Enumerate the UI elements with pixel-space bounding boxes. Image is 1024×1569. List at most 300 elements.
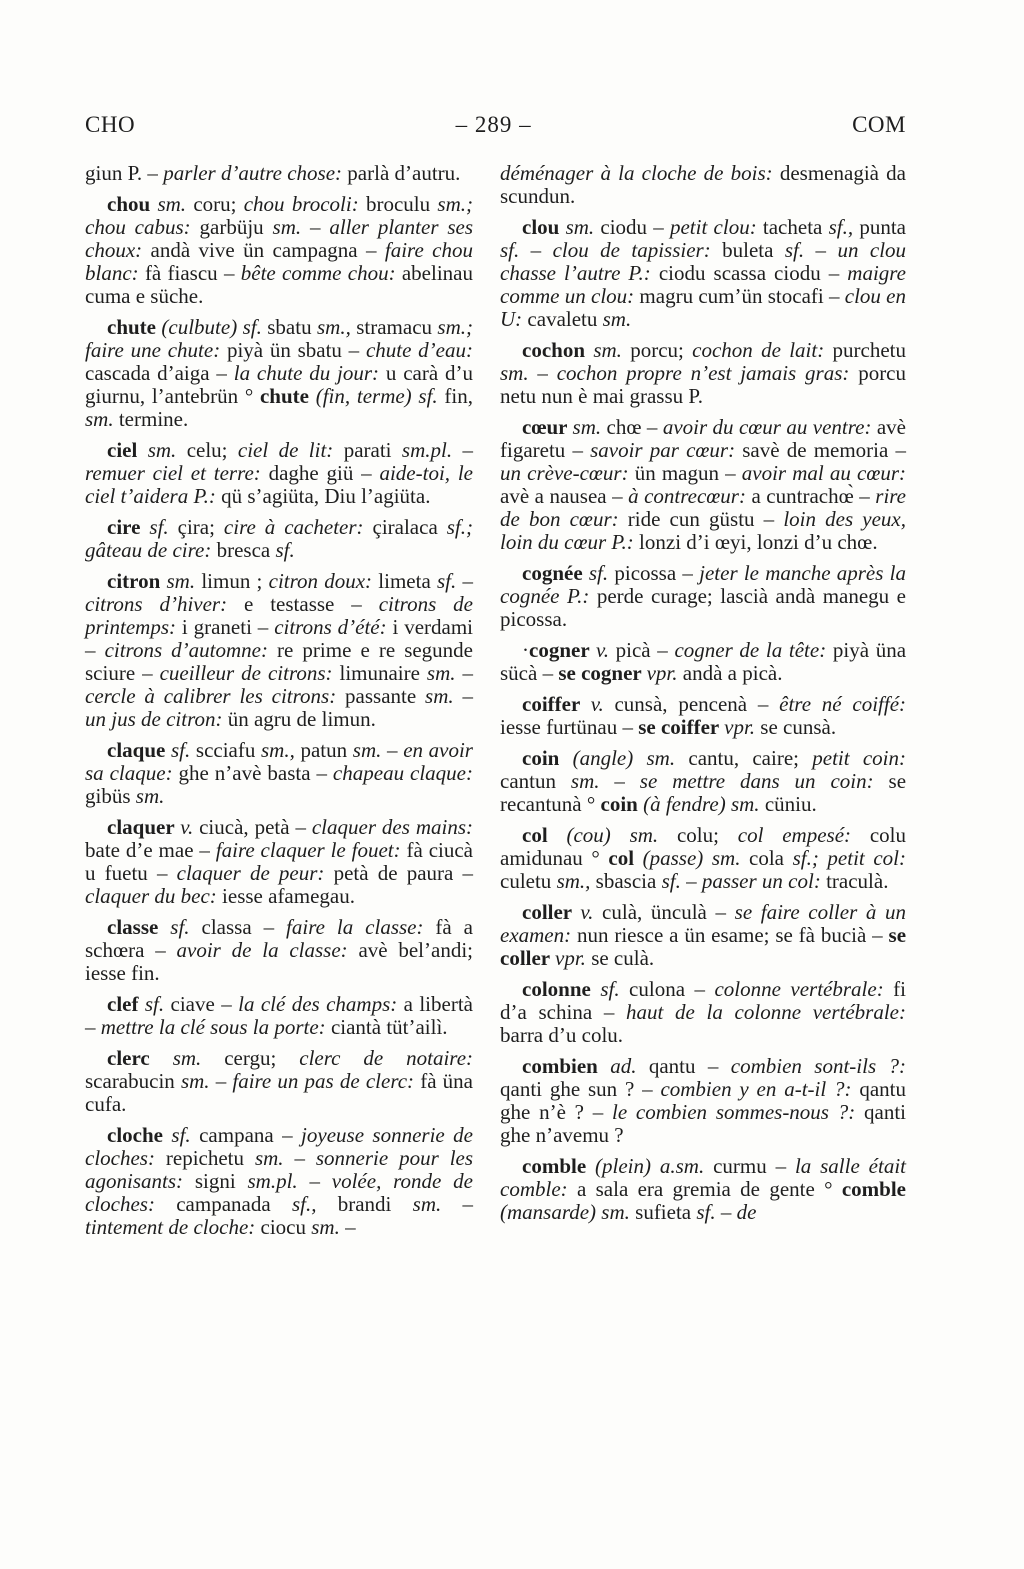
dictionary-column (500, 162, 906, 1224)
translation: magru cum’ün stocafi – (639, 284, 845, 308)
headword: comble (522, 1154, 596, 1178)
translation: – (462, 569, 473, 593)
translation: coru; (193, 192, 244, 216)
translation: ghe n’avè basta – (178, 761, 333, 785)
translation: fi d’a schina – (500, 977, 906, 1024)
translation: nun riesce a ün esame; se fà bucià – (576, 923, 889, 947)
translation: avè bel’andi; iesse fin. (85, 938, 473, 985)
translation: cergu; (224, 1046, 300, 1070)
phrase-italic: savoir par cœur: (590, 438, 743, 462)
dictionary-entry (85, 570, 473, 731)
phrase-italic: de (736, 1200, 757, 1224)
phrase-italic: sf. (588, 561, 615, 585)
phrase-italic: sf., (828, 215, 860, 239)
dictionary-entry (500, 747, 906, 816)
phrase-italic: chute d’eau: (365, 338, 473, 362)
translation: cola (749, 846, 793, 870)
phrase-italic: chapeau claque: (332, 761, 473, 785)
phrase-italic: sf. (170, 915, 202, 939)
translation: daghe giü – (268, 461, 380, 485)
phrase-italic: v. (580, 900, 603, 924)
translation: – (345, 1215, 356, 1239)
phrase-italic: sf. (696, 1200, 721, 1224)
phrase-italic: sm. (572, 415, 607, 439)
translation: sbatu (267, 315, 317, 339)
translation: purchetu (832, 338, 906, 362)
page-header (85, 112, 906, 138)
dictionary-entry (85, 1124, 473, 1239)
phrase-italic: en avoir sa claque: (85, 738, 473, 785)
phrase-italic: haut de la colonne vertébrale: (626, 1000, 906, 1024)
phrase-italic: la clé des champs: (238, 992, 404, 1016)
translation: fà fiascu – (144, 261, 241, 285)
phrase-italic: sm. (602, 307, 632, 331)
dictionary-entry (500, 562, 906, 631)
translation: perde curage; lascià andà manegu e picossa. (500, 584, 906, 631)
headword: cochon (522, 338, 594, 362)
translation: fà ciucà u fuetu – (85, 838, 473, 885)
phrase-italic: claquer des mains: (311, 815, 473, 839)
phrase-italic: citrons d’été: (274, 615, 393, 639)
phrase-italic: (angle) sm. (572, 746, 689, 770)
dictionary-entry (85, 739, 473, 808)
phrase-italic: avoir de la classe: (176, 938, 359, 962)
phrase-italic: jeter le manche après la cognée P.: (500, 561, 906, 608)
translation: – (294, 1146, 316, 1170)
phrase-italic: rire de bon cœur: (500, 484, 906, 531)
phrase-italic: vpr. (646, 661, 683, 685)
phrase-italic: sm. (254, 1146, 295, 1170)
phrase-italic: chou brocoli: (243, 192, 366, 216)
phrase-italic: faire claquer le fouet: (215, 838, 407, 862)
phrase-italic: claquer du bec: (85, 884, 223, 908)
translation: lonzi d’i œyi, lonzi d’u chœ. (639, 530, 878, 554)
phrase-italic: (culbute) sf. (161, 315, 268, 339)
translation: sbascia (595, 869, 662, 893)
dictionary-entry (85, 993, 473, 1039)
phrase-italic: à contrecœur: (628, 484, 752, 508)
phrase-italic: sm. (147, 438, 187, 462)
phrase-italic: sf. (170, 738, 196, 762)
translation: avè a nausea – (500, 484, 629, 508)
header-guideword-right: COM (852, 112, 906, 137)
phrase-italic: avoir mal au cœur: (741, 461, 907, 485)
translation: iesse furtünau – (500, 715, 639, 739)
headword: classe (107, 915, 171, 939)
translation: traculà. (826, 869, 889, 893)
headword: comble (841, 1177, 906, 1201)
translation: cascada d’aiga – (85, 361, 234, 385)
phrase-italic: sm. (272, 215, 310, 239)
translation: cavaletu (527, 307, 603, 331)
phrase-italic: la salle était comble: (500, 1154, 906, 1201)
phrase-italic: (plein) a.sm. (595, 1154, 714, 1178)
translation: se recantunà ° (500, 769, 907, 816)
phrase-italic: passer un col: (701, 869, 827, 893)
translation: u carà d’u giurnu, l’antebrün ° (85, 361, 474, 408)
phrase-italic: avoir du cœur au ventre: (662, 415, 877, 439)
phrase-italic: cochon propre n’est jamais gras: (556, 361, 859, 385)
phrase-italic: être né coiffé: (779, 692, 907, 716)
translation: a sala era gremia de gente ° (576, 1177, 842, 1201)
headword: se coller (500, 923, 907, 970)
translation: piyà üna sücà – (500, 638, 907, 685)
translation: qantu ghe n’è ? – (500, 1077, 906, 1124)
translation: ciodu scassa ciodu – (658, 261, 848, 285)
phrase-italic: v. (180, 815, 200, 839)
dictionary-entry (500, 162, 906, 208)
phrase-italic: clerc de notaire: (299, 1046, 474, 1070)
dictionary-entry (85, 916, 473, 985)
phrase-italic: sm. (85, 407, 119, 431)
dictionary-entry (500, 693, 906, 739)
headword: cloche (107, 1123, 172, 1147)
phrase-italic: (mansarde) sm. (500, 1200, 636, 1224)
phrase-italic: joyeuse sonnerie de cloches: (85, 1123, 473, 1170)
translation: – (462, 684, 473, 708)
translation: scciafu (195, 738, 261, 762)
headword: se cogner (558, 661, 647, 685)
translation: passante (345, 684, 426, 708)
phrase-italic: sm.; faire une chute: (85, 315, 474, 362)
headword: clerc (107, 1046, 173, 1070)
translation: ün magun – (634, 461, 742, 485)
translation: çiralaca (372, 515, 447, 539)
dictionary-entry (85, 439, 473, 508)
translation: i verdami – (85, 615, 474, 662)
phrase-italic: sm. (311, 1215, 346, 1239)
dictionary-entry (85, 516, 473, 562)
phrase-italic: sf. (144, 992, 171, 1016)
translation: – (686, 869, 702, 893)
phrase-italic: cire à cacheter: (223, 515, 373, 539)
translation: qü s’agiüta, Diu l’agiüta. (221, 484, 431, 508)
phrase-italic: sm. (157, 192, 194, 216)
translation: culona – (629, 977, 715, 1001)
translation: andà vive ün campagna – (150, 238, 385, 262)
headword: chou (107, 192, 158, 216)
phrase-italic: sf. (275, 538, 295, 562)
phrase-italic: combien y en a-t-il ?: (660, 1077, 860, 1101)
translation: – (614, 769, 640, 793)
translation: re prime e re segunde sciure – (85, 638, 474, 685)
translation: garbüju (199, 215, 273, 239)
translation: i graneti – (181, 615, 275, 639)
translation: parlà d’autru. (347, 161, 461, 185)
dictionary-entry (85, 816, 473, 908)
phrase-italic: (cou) sm. (566, 823, 677, 847)
dictionary-entry (500, 978, 906, 1047)
phrase-italic: se mettre dans un coin: (639, 769, 889, 793)
translation: – (309, 215, 330, 239)
headword: chute (259, 384, 316, 408)
phrase-italic: (à fendre) sm. (643, 792, 765, 816)
phrase-italic: un jus de citron: (85, 707, 228, 731)
phrase-italic: petit coin: (812, 746, 907, 770)
translation: – (462, 438, 473, 462)
phrase-italic: aller planter ses choux: (85, 215, 473, 262)
phrase-italic: sf.; gâteau de cire: (85, 515, 473, 562)
translation: fà üna cufa. (85, 1069, 473, 1116)
translation: – (215, 1069, 233, 1093)
headword: se coiffer (638, 715, 725, 739)
phrase-italic: faire chou blanc: (85, 238, 473, 285)
translation: bate d’e mae – (85, 838, 216, 862)
phrase-italic: bête comme chou: (240, 261, 402, 285)
translation: – (530, 238, 553, 262)
phrase-italic: cueilleur de citrons: (159, 661, 340, 685)
translation: bresca (216, 538, 276, 562)
translation: colu; (676, 823, 738, 847)
phrase-italic: sm. (412, 1192, 463, 1216)
translation: abelinau cuma e süche. (85, 261, 473, 308)
translation: – (387, 738, 404, 762)
phrase-italic: remuer ciel et terre: (85, 461, 269, 485)
translation: cüniu. (764, 792, 817, 816)
phrase-italic: déménager à la cloche de bois: (500, 161, 780, 185)
dictionary-entry (85, 316, 473, 431)
phrase-italic: tintement de cloche: (85, 1215, 261, 1239)
translation: – (462, 661, 473, 685)
headword: coin (600, 792, 644, 816)
phrase-italic: colonne vertébrale: (714, 977, 894, 1001)
phrase-italic: cogner de la tête: (674, 638, 833, 662)
translation: campana – (199, 1123, 302, 1147)
translation: – (537, 361, 557, 385)
translation: scarabucin (85, 1069, 181, 1093)
translation: picossa – (614, 561, 700, 585)
translation: se culà. (591, 946, 655, 970)
phrase-italic: (passe) sm. (642, 846, 750, 870)
translation: desmenagià da scundun. (500, 161, 906, 208)
phrase-italic: sm., (261, 738, 301, 762)
translation: andà a picà. (682, 661, 783, 685)
translation: patun (300, 738, 353, 762)
translation: qanti ghe n’avemu ? (500, 1100, 906, 1147)
headword: claquer (107, 815, 181, 839)
translation: classa – (201, 915, 287, 939)
phrase-italic: (fin, terme) sf. (315, 384, 445, 408)
headword: citron (107, 569, 167, 593)
translation: çira; (177, 515, 224, 539)
phrase-italic: sm. (166, 569, 202, 593)
headword: col (522, 823, 567, 847)
phrase-italic: sm.pl. (401, 438, 463, 462)
phrase-italic: aide-toi, le ciel t’aidera P.: (85, 461, 473, 508)
phrase-italic: se faire coller à un examen: (500, 900, 907, 947)
translation: piyà ün sbatu – (226, 338, 366, 362)
translation: – (462, 1192, 473, 1216)
translation: fà a schœra – (85, 915, 474, 962)
translation: cantun (500, 769, 571, 793)
phrase-italic: vpr. (555, 946, 592, 970)
translation: barra d’u colu. (500, 1023, 624, 1047)
phrase-italic: sm. (172, 1046, 225, 1070)
phrase-italic: claquer de peur: (176, 861, 334, 885)
translation: se cunsà. (760, 715, 837, 739)
translation: porcu; (630, 338, 693, 362)
dictionary-column (85, 162, 473, 1239)
translation: buleta (722, 238, 785, 262)
header-page-number: – 289 – (455, 112, 532, 137)
phrase-italic: faire un pas de clerc: (232, 1069, 421, 1093)
headword: cogner (529, 638, 596, 662)
phrase-italic: sf. (437, 569, 463, 593)
phrase-italic: sm.; chou cabus: (85, 192, 473, 239)
headword: cœur (522, 415, 573, 439)
headword: col (608, 846, 643, 870)
translation: giun P. – (85, 161, 164, 185)
phrase-italic: sm. (570, 769, 615, 793)
phrase-italic: sm. (135, 784, 165, 808)
translation: culà, ünculà – (602, 900, 735, 924)
phrase-italic: combien sont-ils ?: (730, 1054, 907, 1078)
translation: porcu netu nun è mai grassu P. (500, 361, 907, 408)
headword: cognée (522, 561, 589, 585)
phrase-italic: ad. (610, 1054, 649, 1078)
phrase-italic: sf. (600, 977, 630, 1001)
phrase-italic: loin des yeux, loin du cœur P.: (500, 507, 906, 554)
translation: petà de paura – (333, 861, 473, 885)
translation: curmu – (713, 1154, 795, 1178)
dictionary-entry (500, 339, 906, 408)
phrase-italic: le combien sommes-nous ?: (612, 1100, 864, 1124)
translation: cunsà, pencenà – (614, 692, 780, 716)
dictionary-entry (500, 416, 906, 554)
headword: combien (522, 1054, 611, 1078)
phrase-italic: sm., (316, 315, 357, 339)
phrase-italic: citrons d’hiver: (85, 592, 244, 616)
phrase-italic: citron doux: (268, 569, 379, 593)
dictionary-entry (500, 824, 906, 893)
phrase-italic: sf.; petit col: (792, 846, 906, 870)
phrase-italic: un clou chasse l’autre P.: (500, 238, 907, 285)
translation: broculu (365, 192, 438, 216)
translation: ün agru de limun. (227, 707, 376, 731)
dictionary-entry (500, 1155, 906, 1224)
translation: avè figaretu – (500, 415, 906, 462)
translation: termine. (118, 407, 189, 431)
headword: chute (107, 315, 162, 339)
phrase-italic: sm. (565, 215, 601, 239)
phrase-italic: citrons d’automne: (104, 638, 278, 662)
headword: colonne (522, 977, 601, 1001)
translation: a cuntrachœ̀ – (751, 484, 876, 508)
phrase-italic: sf. (149, 515, 178, 539)
dictionary-entry (85, 162, 473, 185)
dictionary-entry (85, 193, 473, 308)
translation: qantu – (648, 1054, 731, 1078)
translation: colu amidunau ° (500, 823, 906, 870)
translation: ciave – (170, 992, 239, 1016)
translation: ciucà, petà – (199, 815, 312, 839)
dictionary-entry (500, 901, 906, 970)
phrase-italic: cercle à calibrer les citrons: (85, 684, 346, 708)
headword: coller (522, 900, 581, 924)
header-guideword-left: CHO (85, 112, 136, 137)
phrase-italic: sm. (500, 361, 538, 385)
dictionary-entry (500, 639, 906, 685)
translation: ciocu (260, 1215, 312, 1239)
phrase-italic: faire la classe: (286, 915, 436, 939)
translation: limunaire (339, 661, 427, 685)
dictionary-entry (85, 1047, 473, 1116)
phrase-italic: v. (595, 638, 616, 662)
phrase-italic: sf. (500, 238, 531, 262)
phrase-italic: sf. (171, 1123, 200, 1147)
translation: qanti ghe sun ? – (500, 1077, 661, 1101)
phrase-italic: sf. (661, 869, 687, 893)
translation: – (815, 238, 838, 262)
phrase-italic: petit clou: (669, 215, 763, 239)
translation: iesse afamegau. (222, 884, 355, 908)
translation: repichetu (165, 1146, 255, 1170)
translation: sufieta (635, 1200, 697, 1224)
translation: · (522, 638, 529, 662)
translation: celu; (186, 438, 238, 462)
translation: campanada (176, 1192, 292, 1216)
translation: ciodu – (600, 215, 670, 239)
headword: coiffer (522, 692, 591, 716)
translation: limeta (378, 569, 437, 593)
headword: ciel (107, 438, 148, 462)
phrase-italic: la chute du jour: (233, 361, 386, 385)
dictionary-entry (500, 1055, 906, 1147)
translation: ride cun güstu – (627, 507, 784, 531)
translation: a libertà – (85, 992, 473, 1039)
phrase-italic: cochon de lait: (692, 338, 833, 362)
phrase-italic: ciel de lit: (237, 438, 344, 462)
translation: punta (859, 215, 906, 239)
phrase-italic: sonnerie pour les agonisants: (85, 1146, 474, 1193)
translation: fin, (444, 384, 473, 408)
phrase-italic: vpr. (724, 715, 761, 739)
translation: tacheta (762, 215, 829, 239)
translation: brandi (337, 1192, 413, 1216)
phrase-italic: sm. (593, 338, 631, 362)
phrase-italic: sf. (784, 238, 816, 262)
translation: gibüs (85, 784, 136, 808)
headword: claque (107, 738, 171, 762)
translation: stramacu (356, 315, 438, 339)
phrase-italic: col empesé: (737, 823, 870, 847)
phrase-italic: mettre la clé sous la porte: (100, 1015, 331, 1039)
translation: signi (194, 1169, 248, 1193)
headword: clef (107, 992, 145, 1016)
phrase-italic: maigre comme un clou: (500, 261, 906, 308)
translation: limun ; (201, 569, 269, 593)
translation: – (309, 1169, 332, 1193)
phrase-italic: sm. (426, 661, 463, 685)
phrase-italic: sm. (352, 738, 388, 762)
phrase-italic: sm. (180, 1069, 216, 1093)
translation: chœ – (606, 415, 663, 439)
phrase-italic: v. (590, 692, 615, 716)
headword: clou (522, 215, 566, 239)
dictionary-entry (500, 216, 906, 331)
phrase-italic: volée, ronde de cloches: (85, 1169, 473, 1216)
translation: – (720, 1200, 737, 1224)
translation: parati (343, 438, 402, 462)
translation: cantu, caire; (688, 746, 813, 770)
phrase-italic: sm. (425, 684, 463, 708)
translation: picà – (615, 638, 675, 662)
phrase-italic: sm., (556, 869, 596, 893)
phrase-italic: sf., (291, 1192, 338, 1216)
phrase-italic: sm.pl. (247, 1169, 310, 1193)
translation: ciantà tüt’ailì. (330, 1015, 448, 1039)
phrase-italic: parler d’autre chose: (163, 161, 348, 185)
